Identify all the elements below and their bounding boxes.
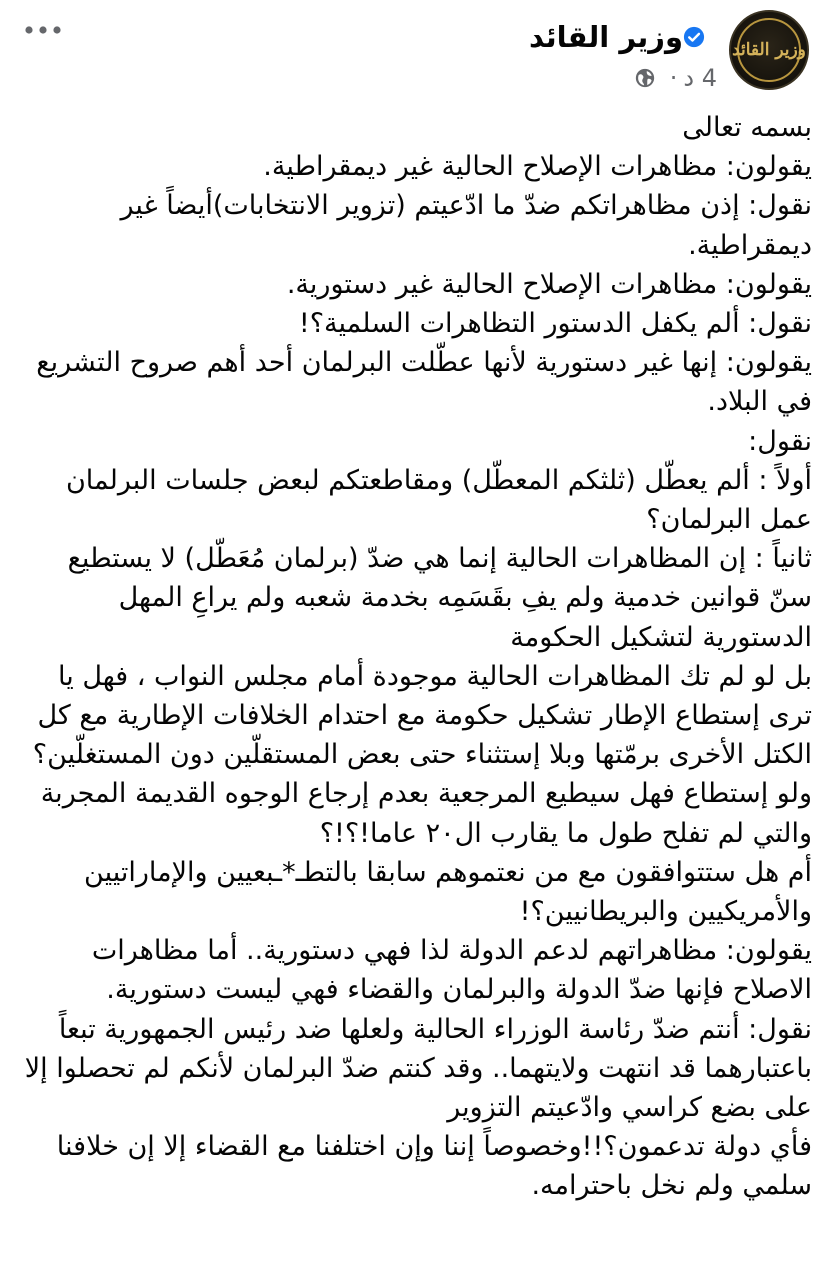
post-line: بسمه تعالى [682, 112, 812, 143]
post-meta [634, 64, 717, 92]
post-line: نقول: [748, 425, 812, 457]
post-line: نقول: إذن مظاهراتكم ضدّ ما ادّعيتم (تزوير الانتخابات)أيضاً غير ديمقراطية. [120, 190, 812, 261]
post-line: ولو إستطاع فهل سيطيع المرجعية بعدم إرجاع الوجوه القديمة المجربة والتي لم تفلح طول ما يقارب ال٢٠ عاما!؟!؟ [40, 778, 812, 849]
page-avatar[interactable] [729, 10, 809, 90]
post-line: ثانياً : إن المظاهرات الحالية إنما هي ضدّ (برلمان مُعَطّل) لا يستطيع سنّ قوانين خدمية ولم يفِ بقَسَمِه بخدمة شعبه ولم يراعِ المهل الدستورية لتشكيل الحكومة [67, 543, 812, 653]
post-header [0, 0, 831, 110]
more-options-icon[interactable] [24, 20, 62, 40]
post-line: يقولون: إنها غير دستورية لأنها عطّلت البرلمان أحد أهم صروح التشريع في البلاد. [36, 347, 812, 418]
meta-separator: · [669, 64, 678, 92]
verified-badge-icon [683, 26, 705, 48]
globe-icon[interactable] [634, 67, 656, 89]
post-line: يقولون: مظاهرات الإصلاح الحالية غير دستورية. [286, 268, 812, 300]
avatar-logo: وزير القائد [732, 40, 806, 60]
post-line: يقولون: مظاهراتهم لدعم الدولة لذا فهي دستورية.. أما مظاهرات الاصلاح فإنها ضدّ الدولة والبرلمان والقضاء فهي ليست دستورية. [91, 935, 812, 1006]
post-line: يقولون: مظاهرات الإصلاح الحالية غير ديمقراطية. [263, 151, 812, 183]
post-line: أم هل ستتوافقون مع من نعتموهم سابقا بالتطـ*ـبعيين والإماراتيين والأمريكيين والبريطانيين؟! [84, 856, 812, 928]
post-timestamp[interactable]: 4 د [683, 64, 717, 92]
post-line: نقول: ألم يكفل الدستور التظاهرات السلمية؟! [298, 308, 812, 340]
post-text [22, 108, 812, 1206]
page-name[interactable]: وزير القائد [529, 20, 683, 54]
post-line: أولاً : ألم يعطّل (ثلثكم المعطّل) ومقاطعتكم لبعض جلسات البرلمان عمل البرلمان؟ [65, 464, 812, 536]
author-row [529, 20, 713, 54]
post-line: بل لو لم تك المظاهرات الحالية موجودة أمام مجلس النواب ، فهل يا ترى إستطاع الإطار تشكيل حكومة مع احتدام الخلافات الإطارية مع كل الكتل الأخرى برمّتها وبلا إستثناء حتى بعض المستقلّين دون المستغلّين؟ [32, 660, 812, 771]
post-line: فأي دولة تدعمون؟!!وخصوصاً إننا وإن اختلفنا مع القضاء إلا إن خلافنا سلمي ولم نخل باحترامه. [56, 1131, 812, 1202]
post-line: نقول: أنتم ضدّ رئاسة الوزراء الحالية ولعلها ضد رئيس الجمهورية تبعاً باعتبارهما قد انتهت ولايتهما.. وقد كنتم ضدّ البرلمان لأنكم لم تحصلوا إلا على بضع كراسي وادّعيتم التزوير [24, 1013, 812, 1124]
